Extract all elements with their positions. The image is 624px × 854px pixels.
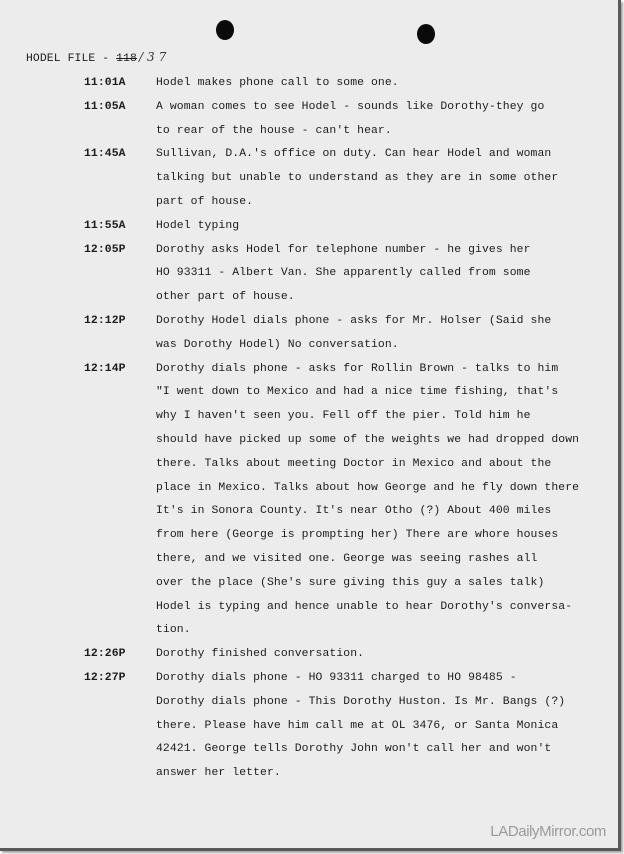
entry-text <box>156 310 614 358</box>
entry-text-line: A woman comes to see Hodel - sounds like Dorothy-they go <box>156 100 545 113</box>
entry-text <box>156 643 614 667</box>
entry-time: 12:14P <box>84 362 126 375</box>
entry-text-line: Hodel is typing and hence unable to hear Dorothy's conversa- <box>156 600 573 613</box>
entry-text-line: tion. <box>156 624 191 637</box>
entry-text-line: talking but unable to understand as they are in some other <box>156 172 559 185</box>
entry-text-line: place in Mexico. Talks about how George and he fly down there <box>156 481 580 494</box>
entry-text-line: there, and we visited one. George was seeing rashes all <box>156 552 538 565</box>
entry-text-line: why I haven't seen you. Fell off the pier. Told him he <box>156 410 531 423</box>
entry-time: 11:55A <box>84 219 126 232</box>
entry-text-line: "I went down to Mexico and had a nice time fishing, that's <box>156 386 559 399</box>
punch-hole-right <box>417 24 435 44</box>
entry-text-line: Dorothy dials phone - asks for Rollin Brown - talks to him <box>156 362 559 375</box>
entry-text-line: other part of house. <box>156 291 295 304</box>
watermark: LADailyMirror.com <box>490 823 606 840</box>
entry-text-line: Hodel typing <box>156 219 240 232</box>
entry-text <box>156 96 614 144</box>
file-header-label: HODEL FILE - <box>26 53 117 65</box>
entry-text <box>156 239 614 310</box>
entry-text <box>156 667 614 786</box>
entry-text-line: Sullivan, D.A.'s office on duty. Can hear Hodel and woman <box>156 148 552 161</box>
entry-text-line: part of house. <box>156 195 254 208</box>
entry-text-line: to rear of the house - can't hear. <box>156 124 392 137</box>
entry-text-line: Dorothy asks Hodel for telephone number - he gives her <box>156 243 531 256</box>
entry-text-line: from here (George is prompting her) There are whore houses <box>156 529 559 542</box>
file-header <box>26 50 166 65</box>
handwritten-file-number: / 3 7 <box>138 50 167 64</box>
entry-time: 12:26P <box>84 648 126 661</box>
punch-hole-left <box>216 20 234 40</box>
entry-text <box>156 72 614 96</box>
log-entry <box>84 143 614 214</box>
entry-time: 12:05P <box>84 243 126 256</box>
log-entry <box>84 215 614 239</box>
log-entry <box>84 667 614 786</box>
entry-time: 11:05A <box>84 100 126 113</box>
entry-time: 12:12P <box>84 314 126 327</box>
entry-text-line: should have picked up some of the weights we had dropped down <box>156 433 580 446</box>
entry-time: 11:01A <box>84 77 126 89</box>
entry-text-line: was Dorothy Hodel) No conversation. <box>156 338 399 351</box>
entry-text <box>156 358 614 644</box>
entry-text-line: Dorothy finished conversation. <box>156 648 365 661</box>
entry-text <box>156 143 614 214</box>
entry-text-line: there. Talks about meeting Doctor in Mexico and about the <box>156 457 552 470</box>
log-entry <box>84 239 614 310</box>
log-entry <box>84 643 614 667</box>
entry-text-line: answer her letter. <box>156 767 281 780</box>
entry-text-line: Hodel makes phone call to some one. <box>156 77 399 89</box>
entry-text-line: HO 93311 - Albert Van. She apparently called from some <box>156 267 531 280</box>
entry-time: 11:45A <box>84 148 126 161</box>
entry-text-line: 42421. George tells Dorothy John won't call her and won't <box>156 743 552 756</box>
log-entry <box>84 358 614 644</box>
log-entries <box>84 72 614 786</box>
entry-text-line: Dorothy dials phone - HO 93311 charged to HO 98485 - <box>156 671 517 684</box>
entry-text-line: over the place (She's sure giving this guy a sales talk) <box>156 576 545 589</box>
entry-text-line: Dorothy dials phone - This Dorothy Huston. Is Mr. Bangs (?) <box>156 695 566 708</box>
entry-text-line: there. Please have him call me at OL 3476, or Santa Monica <box>156 719 559 732</box>
entry-text-line: It's in Sonora County. It's near Otho (?) About 400 miles <box>156 505 552 518</box>
entry-text <box>156 215 614 239</box>
entry-text-line: Dorothy Hodel dials phone - asks for Mr. Holser (Said she <box>156 314 552 327</box>
log-entry <box>84 72 614 96</box>
log-entry <box>84 96 614 144</box>
log-entry <box>84 310 614 358</box>
struck-file-number: 118 <box>116 53 137 65</box>
entry-time: 12:27P <box>84 671 126 684</box>
